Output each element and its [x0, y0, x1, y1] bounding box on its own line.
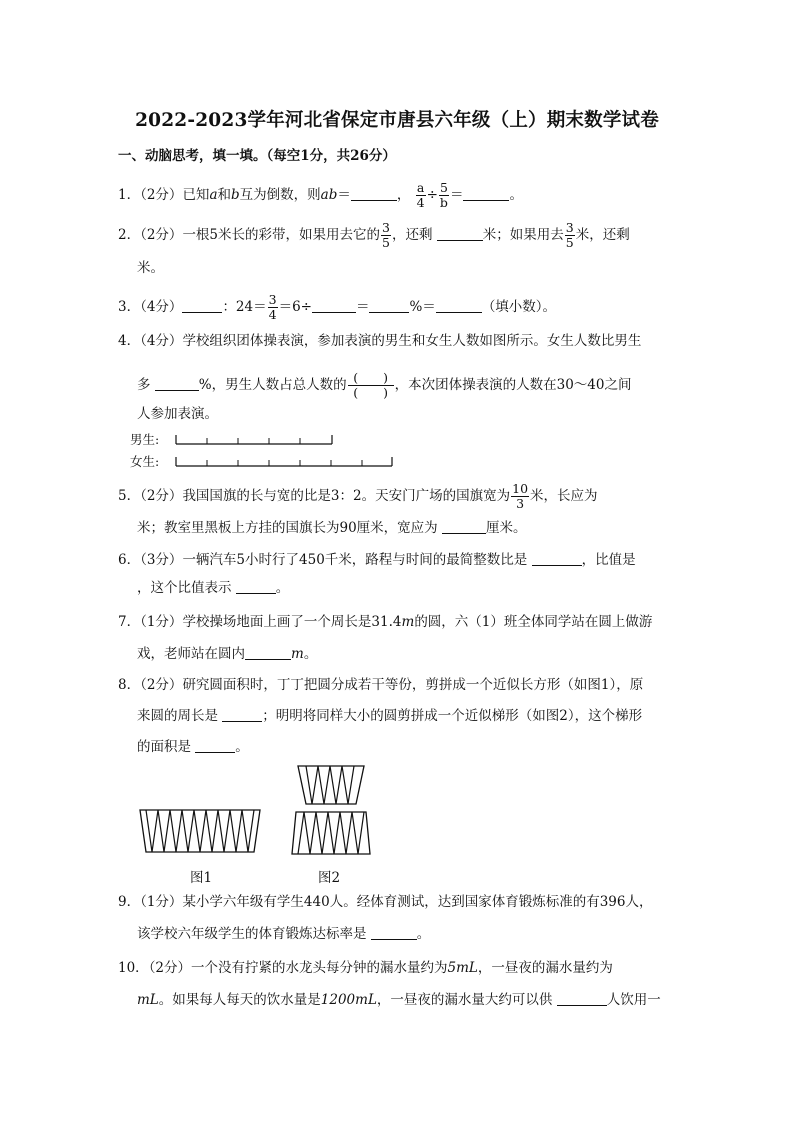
- fraction: $\frac{10}{3}$: [512, 481, 529, 511]
- answer-blank[interactable]: [437, 226, 483, 241]
- question-9-cont: 该学校六年级学生的体育锻炼达标率是 。: [137, 926, 431, 942]
- question-4-cont: 多 %，男生人数占总人数的 $\frac{( )}{( )}$ ，本次团体操表演的人数在30～40之间: [137, 370, 632, 400]
- girls-bar: [130, 452, 159, 470]
- question-8: 8．（2分）研究圆面积时，丁丁把圆分成若干等份，剪拼成一个近似长方形（如图1），原: [118, 677, 644, 693]
- boys-segments: [174, 432, 374, 448]
- question-7-cont: 戏，老师站在圆内 m。: [137, 646, 318, 662]
- question-4-cont2: 人参加表演。: [137, 406, 218, 422]
- answer-blank[interactable]: [442, 519, 486, 534]
- question-score: （2分）: [140, 187, 183, 203]
- answer-blank[interactable]: [222, 707, 262, 722]
- answer-blank[interactable]: [245, 645, 291, 660]
- figure-2-caption: 图2: [318, 870, 341, 886]
- answer-blank[interactable]: [436, 298, 482, 313]
- answer-blank[interactable]: [557, 991, 607, 1006]
- question-6-cont: ，这个比值表示 。: [137, 580, 290, 596]
- fraction: $\frac{3}{5}$: [382, 220, 390, 250]
- figure-1-caption: 图1: [190, 870, 213, 886]
- answer-blank[interactable]: [182, 298, 222, 313]
- question-3: 3．（4分） ：24＝ $\frac{3}{4}$ ＝6÷ ＝ %＝ （填小数）。: [118, 292, 557, 322]
- question-8-cont: 来圆的周长是 ；明明将同样大小的圆剪拼成一个近似梯形（如图2），这个梯形: [137, 708, 643, 724]
- question-10-cont: mL。如果每人每天的饮水量是1200mL，一昼夜的漏水量大约可以供 人饮用一: [137, 992, 661, 1008]
- girls-segments: [174, 454, 414, 470]
- answer-blank[interactable]: [371, 925, 417, 940]
- fraction: $\frac{3}{4}$: [268, 292, 277, 322]
- question-4: 4．（4分）学校组织团体操表演，参加表演的男生和女生人数如图所示。女生人数比男生: [118, 333, 642, 349]
- question-5: 5．（2分）我国国旗的长与宽的比是3：2。天安门广场的国旗宽为 $\frac{10}{3}$ 米，长应为: [118, 481, 598, 511]
- question-2: 2．（2分）一根5米长的彩带，如果用去它的 $\frac{3}{5}$ ，还剩 米；如果用去 $\frac{3}{5}$ 米，还剩: [118, 220, 630, 250]
- answer-blank[interactable]: [463, 186, 509, 201]
- fraction: $\frac{5}{b}$: [439, 180, 448, 210]
- answer-blank[interactable]: [351, 186, 397, 201]
- page-title: 2022-2023学年河北省保定市唐县六年级（上）期末数学试卷: [135, 110, 659, 131]
- boys-label: 男生:: [130, 432, 160, 447]
- answer-blank[interactable]: [236, 579, 276, 594]
- question-1: 1．（2分）已知a和b互为倒数，则ab＝ ， $\frac{a}{4}$ ÷ $\frac{5}{b}$ ＝ 。: [118, 180, 523, 210]
- answer-blank[interactable]: [195, 738, 235, 753]
- answer-blank[interactable]: [312, 298, 356, 313]
- girls-label: 女生:: [130, 454, 160, 469]
- fraction: $\frac{a}{4}$: [416, 180, 425, 210]
- answer-blank[interactable]: [532, 551, 582, 566]
- question-7: 7．（1分）学校操场地面上画了一个周长是31.4m的圆，六（1）班全体同学站在圆上做游: [118, 614, 653, 630]
- figure-1-rectangle: [138, 808, 262, 854]
- fraction: $\frac{( )}{( )}$: [348, 371, 394, 400]
- section-heading: 一、动脑思考，填一填。（每空1分，共26分）: [118, 148, 396, 164]
- boys-bar: [130, 430, 159, 448]
- question-6: 6．（3分）一辆汽车5小时行了450千米，路程与时间的最简整数比是 ，比值是: [118, 552, 636, 568]
- question-9: 9．（1分）某小学六年级有学生440人。经体育测试，达到国家体育锻炼标准的有396人，: [118, 894, 653, 910]
- question-10: 10．（2分）一个没有拧紧的水龙头每分钟的漏水量约为5mL，一昼夜的漏水量约为: [118, 960, 613, 976]
- answer-blank[interactable]: [155, 376, 199, 391]
- answer-blank[interactable]: [369, 298, 409, 313]
- question-2-cont: 米。: [137, 260, 164, 276]
- question-5-cont: 米；教室里黑板上方挂的国旗长为90厘米，宽应为 厘米。: [137, 520, 527, 536]
- fraction: $\frac{3}{5}$: [565, 220, 574, 250]
- question-8-cont2: 的面积是 。: [137, 739, 249, 755]
- figure-2-trapezoid: [290, 764, 372, 856]
- question-number: 1．: [118, 187, 141, 203]
